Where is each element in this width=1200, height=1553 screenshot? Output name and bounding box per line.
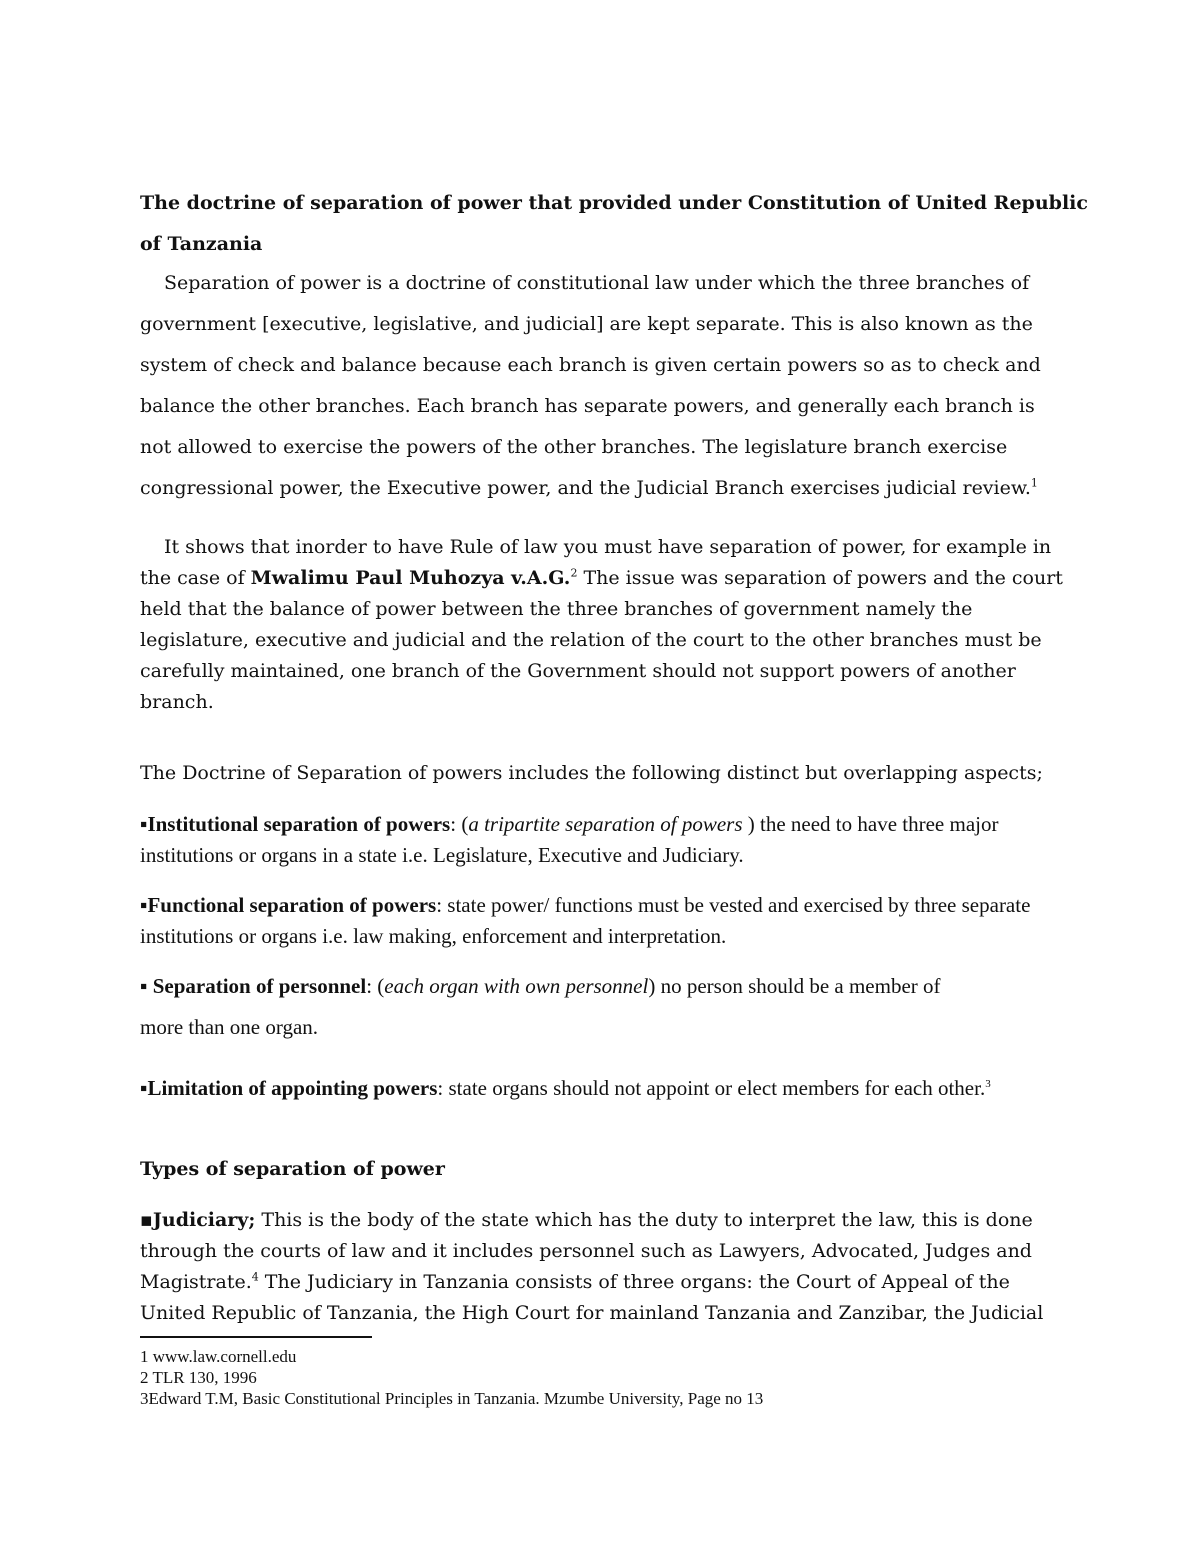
aspect-institutional (140, 809, 1065, 871)
aspect-text: ) the need to have three major institutions or organs in a state i.e. Legislature, Executive and Judiciary. (140, 812, 999, 867)
footnote-ref-4: 4 (251, 1270, 259, 1284)
case-name: Mwalimu Paul Muhozya v.A.G. (250, 567, 571, 589)
judiciary-paragraph (140, 1205, 1065, 1329)
aspect-italic: a tripartite separation of powers (468, 812, 743, 836)
judiciary-text: This is the body of the state which has the duty to interpret the law, this is done through the courts of law and it includes personnel such as Lawyers, Advocated, Judges and Magistrate. (140, 1209, 1033, 1293)
footnote-1: 1 www.law.cornell.edu (140, 1347, 297, 1366)
aspect-punct: : ( (450, 812, 469, 836)
aspect-term: Separation of personnel (152, 974, 367, 998)
aspect-personnel-line-2: more than one organ. (140, 1015, 319, 1039)
aspect-text: : state organs should not appoint or elect members for each other. (437, 1076, 986, 1100)
aspects-intro: The Doctrine of Separation of powers includes the following distinct but overlapping aspects; (140, 762, 1043, 784)
case-text-before: It shows that inorder to have Rule of law you must have separation of power, for example in the case of (140, 536, 1052, 589)
bullet-icon: ▪ (140, 812, 148, 836)
case-paragraph (140, 532, 1065, 718)
aspect-term: Institutional separation of powers (147, 812, 451, 836)
bullet-icon: ▪ (140, 1076, 148, 1100)
footnote-3: 3Edward T.M, Basic Constitutional Principles in Tanzania. Mzumbe University, Page no 13 (140, 1389, 764, 1408)
judiciary-text-after: The Judiciary in Tanzania consists of three organs: the Court of Appeal of the United Republic of Tanzania, the High Court for mainland Tanzania and Zanzibar, the Judicial (140, 1271, 1044, 1324)
bullet-icon: ▪ (140, 1209, 153, 1231)
aspect-text: : state power/ functions must be vested and exercised by three separate institutions or organs i.e. law making, enforcement and interpretation. (140, 893, 1031, 948)
footnote-ref-3: 3 (985, 1078, 991, 1090)
footnote-2: 2 TLR 130, 1996 (140, 1368, 257, 1387)
footnotes (140, 1346, 763, 1409)
judiciary-term: Judiciary; (152, 1209, 256, 1231)
document-title-line-2: of Tanzania (140, 233, 263, 255)
aspect-punct: : ( (366, 974, 385, 998)
aspect-personnel (140, 971, 1065, 1002)
aspect-term: Limitation of appointing powers (147, 1076, 438, 1100)
footnote-ref-1: 1 (1030, 476, 1038, 490)
footnote-separator (140, 1336, 372, 1338)
document-title-line-1: The doctrine of separation of power that provided under Constitution of United Republic (140, 192, 1088, 214)
aspect-italic: each organ with own personnel (384, 974, 649, 998)
aspect-term: Functional separation of powers (147, 893, 437, 917)
bullet-icon: ▪ (140, 974, 153, 998)
aspect-functional (140, 890, 1065, 952)
aspect-appointing (140, 1073, 1065, 1104)
aspect-text: ) no person should be a member of (648, 974, 941, 998)
footnote-ref-2: 2 (570, 566, 578, 580)
intro-paragraph (140, 263, 1065, 509)
intro-text: Separation of power is a doctrine of constitutional law under which the three branches of government [executive, legislative, and judicial] are kept separate. This is also known as the system of check and balance because each branch is given certain powers so as to check and balance the other branches. Each branch has separate powers, and generally each branch is not allowed to exercise the powers of the other branches. The legislature branch exercise congressional power, the Executive power, and the Judicial Branch exercises judicial review. (140, 272, 1041, 499)
types-heading: Types of separation of power (140, 1158, 445, 1180)
bullet-icon: ▪ (140, 893, 148, 917)
case-text-after: The issue was separation of powers and the court held that the balance of power between the three branches of government namely the legislature, executive and judicial and the relation of the court to the other branches must be carefully maintained, one branch of the Government should not support powers of another branch. (140, 567, 1063, 713)
